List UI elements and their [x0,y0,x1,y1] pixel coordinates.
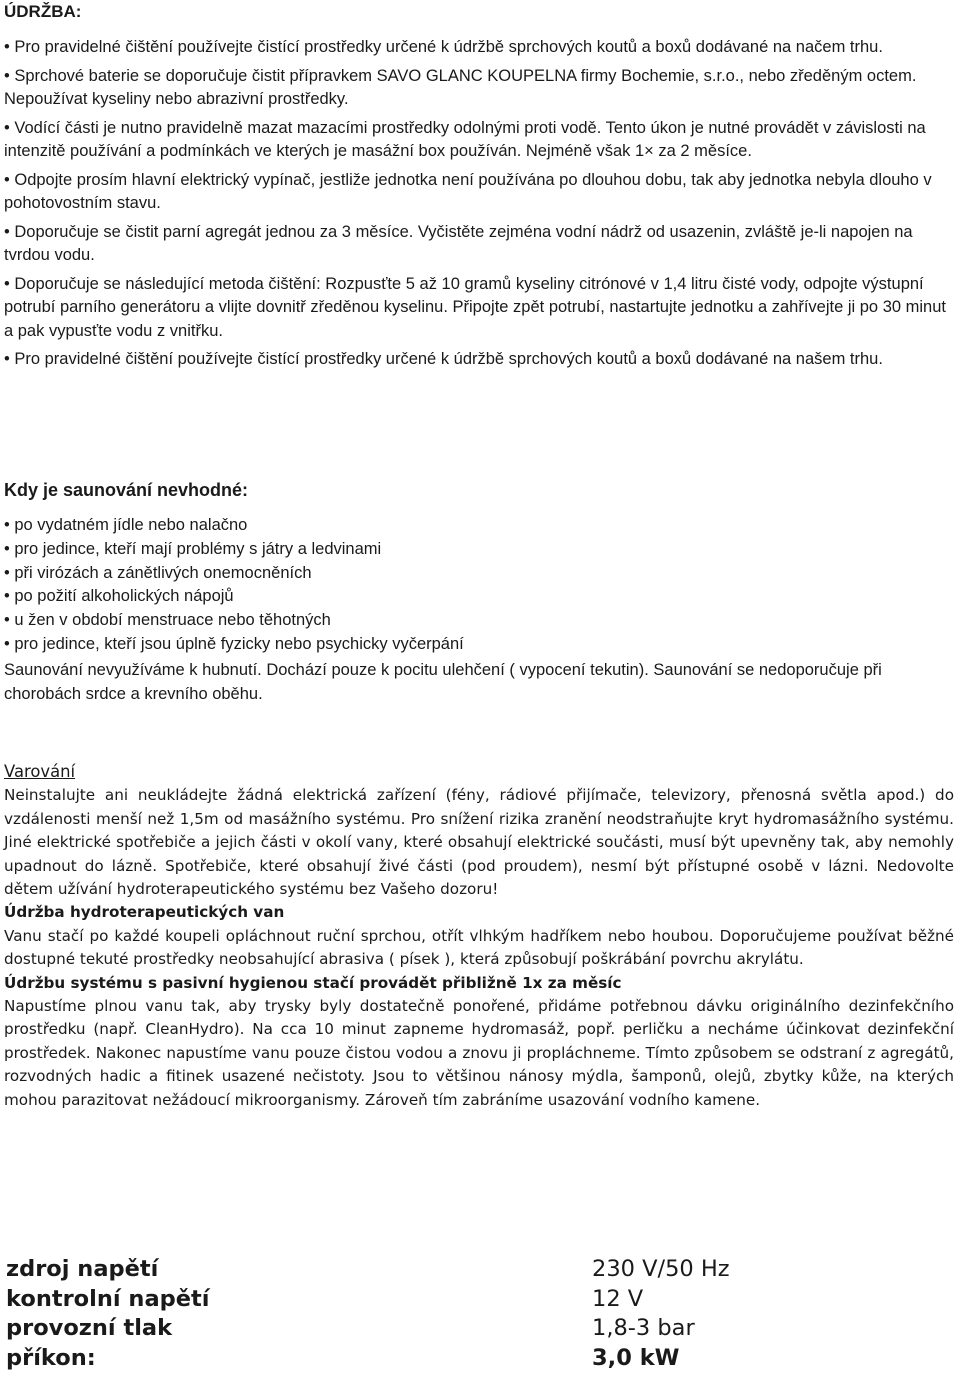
maintenance-list [4,36,954,377]
warning-title: Varování [4,762,76,781]
contraindications-heading: Kdy je saunování nevhodné: [4,480,249,500]
list-item: • po vydatném jídle nebo nalačno [4,516,248,534]
list-item: • Doporučuje se čistit parní agregát jednou za 3 měsíce. Vyčistěte zejména vodní nádrž od usazenin, zvláště je-li napojen na tvrdou vodu. [4,222,913,264]
list-item: • při virózách a zánětlivých onemocněních [4,563,312,582]
passive-hygiene-body: Napustíme plnou vanu tak, aby trysky byly dostatečně ponořené, přidáme potřebnou dávku originálního dezinfekčního prostředku (např. CleanHydro). Na cca 10 minut zapneme hydromasáž, popř. perličku a necháme účinkovat dezinfekční prostředek. Nakonec napustíme vanu pouze čistou vodou a znovu ji propláchneme. Tímto způsobem se odstraní z agregátů, rozvodných hadic a fitinek usazené nečistoty. Jsou to většinou nánosy mýdla, šamponů, olejů, zbytky kůže, na kterých mohou parazitovat nežádoucí mikroorganismy. Zároveň tím zabráníme usazování vodního kamene. [4,997,954,1109]
maintenance-heading: ÚDRŽBA: [4,2,82,21]
spec-label: provozní tlak [6,1315,173,1341]
list-item: • Vodící části je nutno pravidelně mazat mazacími prostředky odolnými proti vodě. Tento úkon je nutné provádět v závislosti na intenzitě používání a podmínkách ve kterých je masážní box používán. Nejméně však 1× za 2 měsíce. [4,118,926,160]
list-item: • Pro pravidelné čištění používejte čistící prostředky určené k údržbě sprchových koutů a boxů dodávané na našem trhu. [4,350,883,368]
warning-section [4,760,954,1112]
list-item: • Doporučuje se následující metoda čištění: Rozpusťte 5 až 10 gramů kyseliny citrónové v 1,4 litru čisté vody, odpojte výstupní potrubí parního generátoru a vlijte dovnitř zředěnou kyselinu. Připojte zpět potrubí, nastartujte jednotku a zahřívejte ji po 30 minut a pak vypusťte vodu z vnitřku. [4,274,946,340]
spec-value: 230 V/50 Hz [592,1256,730,1282]
spec-value: 1,8-3 bar [592,1315,695,1341]
spec-value: 12 V [592,1285,644,1312]
spec-label: příkon: [6,1344,96,1371]
hydro-maintenance-title: Údržba hydroterapeutických van [4,903,285,922]
list-item: • Pro pravidelné čištění používejte čistící prostředky určené k údržbě sprchových koutů a boxů dodávané na načem trhu. [4,38,883,56]
warning-body: Neinstalujte ani neukládejte žádná elektrická zařízení (fény, rádiové přijímače, televizory, přenosná světla apod.) do vzdálenosti menší než 1,5m od masážního systému. Pro snížení rizika zranění neodstraňujte kryt hydromasážního systému. Jiné elektrické spotřebiče a jejich části v okolí vany, které obsahují elektrické součásti, musí být upevněny tak, aby nemohly upadnout do lázně. Spotřebiče, které obsahují živé části (pod proudem), nesmí být přístupné osobě v lázni. Nedovolte dětem užívání hydroterapeutického systému bez Vašeho dozoru! [4,786,954,899]
list-item: • po požití alkoholických nápojů [4,587,234,606]
list-item: • pro jedince, kteří mají problémy s játry a ledvinami [4,539,382,558]
list-item: • Sprchové baterie se doporučuje čistit přípravkem SAVO GLANC KOUPELNA firmy Bochemie, s.r.o., nebo zředěným octem. Nepoužívat kyseliny nebo abrazivní prostředky. [4,66,917,108]
spec-value: 3,0 kW [592,1344,680,1371]
list-item: • pro jedince, kteří jsou úplně fyzicky nebo psychicky vyčerpání [4,634,464,653]
passive-hygiene-title: Údržbu systému s pasivní hygienou stačí provádět přibližně 1x za měsíc [4,973,622,992]
list-item: • u žen v období menstruace nebo těhotných [4,611,331,630]
contraindications-list [4,514,954,706]
sauna-note: Saunování nevyužíváme k hubnutí. Dochází pouze k pocitu ulehčení ( vypocení tekutin). Saunování se nedoporučuje při chorobách srdce a krevního oběhu. [4,660,882,703]
spec-label: kontrolní napětí [6,1285,210,1312]
spec-label: zdroj napětí [6,1256,159,1282]
list-item: • Odpojte prosím hlavní elektrický vypínač, jestliže jednotka není používána po dlouhou dobu, tak aby jednotka nebyla dlouho v pohotovostním stavu. [4,170,932,212]
hydro-maintenance-body: Vanu stačí po každé koupeli opláchnout ruční sprchou, otřít vlhkým hadříkem nebo houbou. Doporučujeme používat běžné dostupné tekuté prostředky neobsahující abrasiva ( písek ), která způsobují poškrábání povrchu akrylátu. [4,926,954,969]
